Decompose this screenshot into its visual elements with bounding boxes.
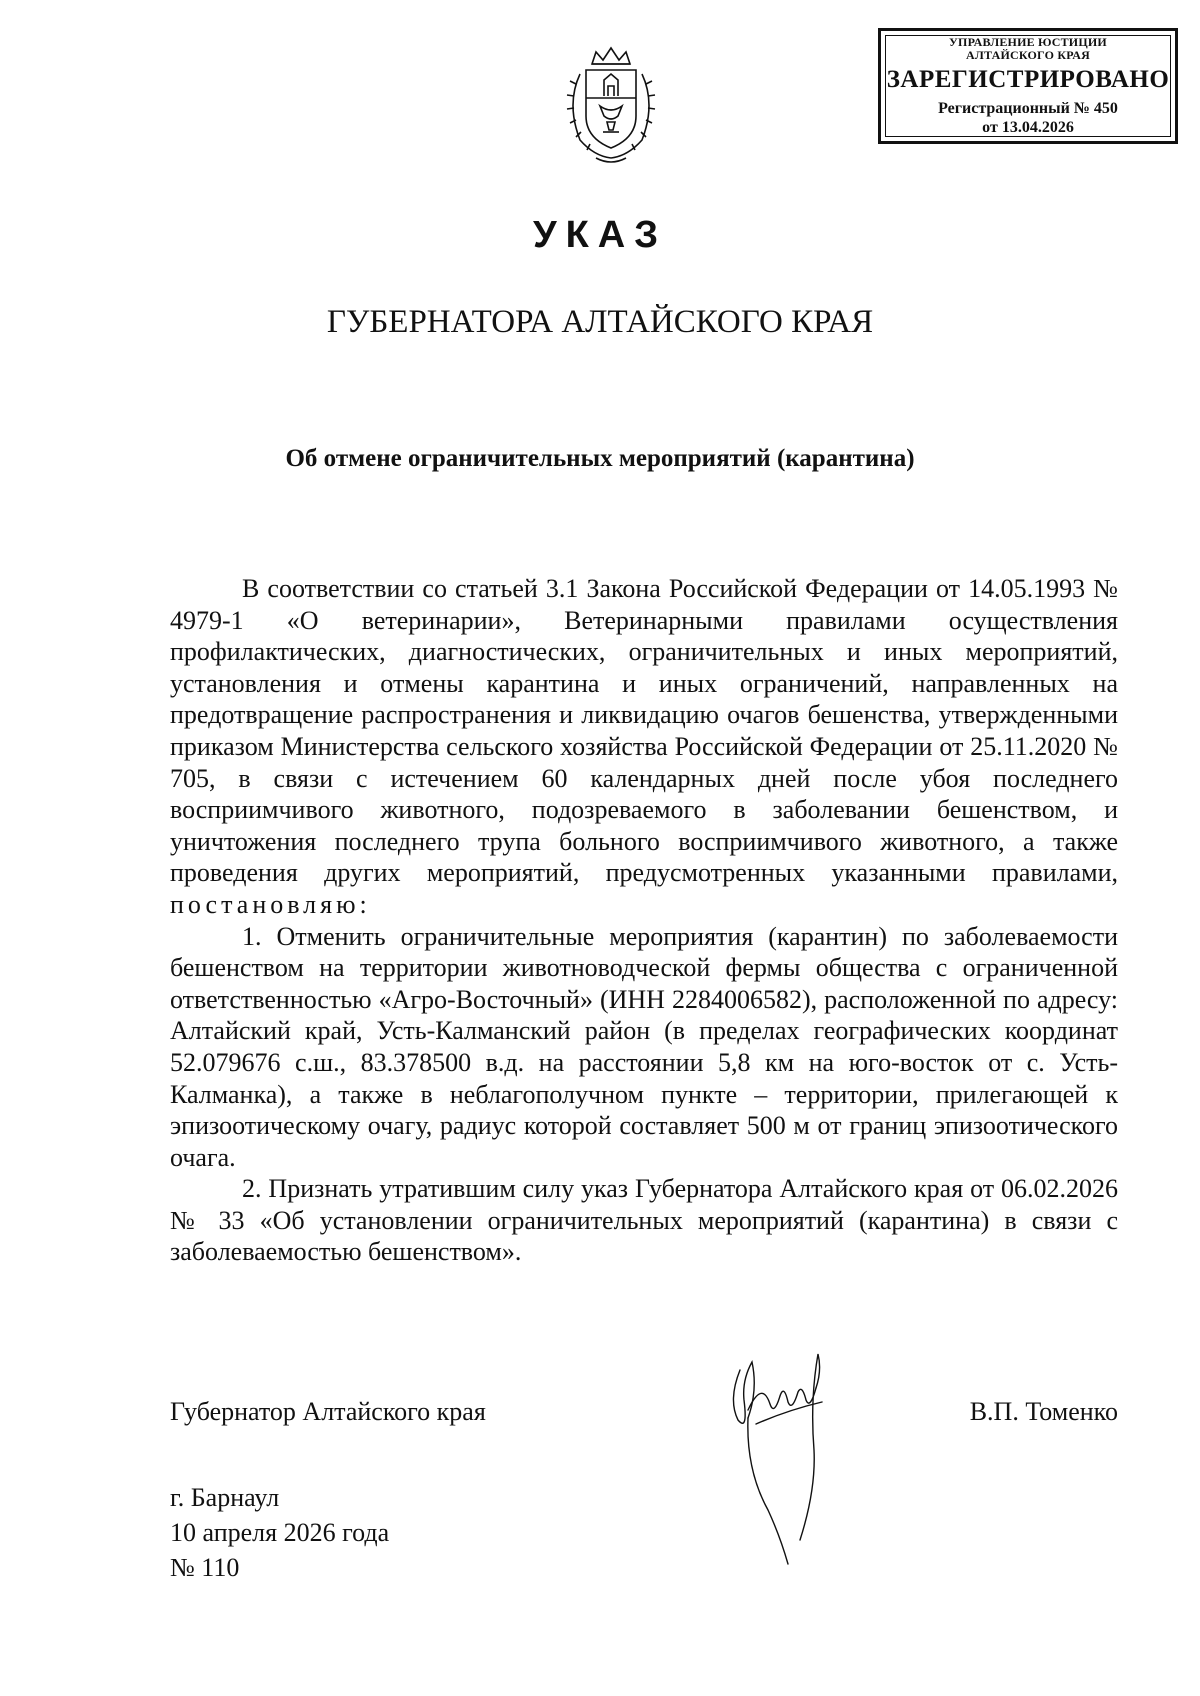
signatory-name: В.П. Томенко	[969, 1397, 1118, 1426]
item-2-paragraph: 2. Признать утратившим силу указ Губернатора Алтайского края от 06.02.2026 № 33 «Об установлении ограничительных мероприятий (карантина) в связи с заболеваемостью бешенством».	[170, 1174, 1118, 1267]
stamp-line-1: УПРАВЛЕНИЕ ЮСТИЦИИ	[949, 34, 1107, 49]
stamp-reg-number: Регистрационный № 450	[938, 99, 1118, 117]
stamp-status: ЗАРЕГИСТРИРОВАНО	[886, 65, 1170, 93]
preamble-paragraph	[170, 573, 1118, 921]
document-type-title: УКАЗ	[532, 214, 668, 256]
stamp-reg-date: от 13.04.2026	[982, 118, 1074, 136]
document-body	[170, 573, 1118, 1268]
handwritten-signature	[718, 1340, 878, 1570]
coat-of-arms-emblem	[556, 44, 666, 166]
document-date: 10 апреля 2026 года	[170, 1518, 390, 1547]
signatory-position: Губернатор Алтайского края	[170, 1397, 486, 1426]
document-number: № 110	[170, 1553, 240, 1582]
stamp-line-2: АЛТАЙСКОГО КРАЯ	[966, 47, 1090, 62]
issuer-title: ГУБЕРНАТОРА АЛТАЙСКОГО КРАЯ	[326, 304, 874, 340]
document-subject: Об отмене ограничительных мероприятий (карантина)	[285, 445, 915, 472]
city: г. Барнаул	[170, 1483, 280, 1512]
preamble-text: В соответствии со статьей 3.1 Закона Российской Федерации от 14.05.1993 № 4979-1 «О ветеринарии», Ветеринарными правилами осуществления профилактических, диагностических, ограничительных и иных мероприятий, установления и отмены карантина и иных ограничений, направленных на предотвращение распространения и ликвидацию очагов бешенства, утвержденными приказом Министерства сельского хозяйства Российской Федерации от 25.11.2020 № 705, в связи с истечением 60 календарных дней после убоя последнего восприимчивого животного, подозреваемого в заболевании бешенством, и уничтожения последнего трупа больного восприимчивого животного, а также проведения других мероприятий, предусмотренных указанными правилами,	[170, 574, 1118, 888]
registration-stamp	[878, 28, 1178, 144]
decree-word: постановляю:	[170, 889, 371, 919]
item-1-paragraph: 1. Отменить ограничительные мероприятия (карантин) по заболеваемости бешенством на территории животноводческой фермы общества с ограниченной ответственностью «Агро-Восточный» (ИНН 2284006582), расположенной по адресу: Алтайский край, Усть-Калманский район (в пределах географических координат 52.079676 с.ш., 83.378500 в.д. на расстоянии 5,8 км на юго-восток от с. Усть-Калманка), а также в неблагополучном пункте – территории, прилегающей к эпизоотическому очагу, радиус которой составляет 500 м от границ эпизоотического очага.	[170, 921, 1118, 1172]
place-date-block	[170, 1480, 389, 1585]
